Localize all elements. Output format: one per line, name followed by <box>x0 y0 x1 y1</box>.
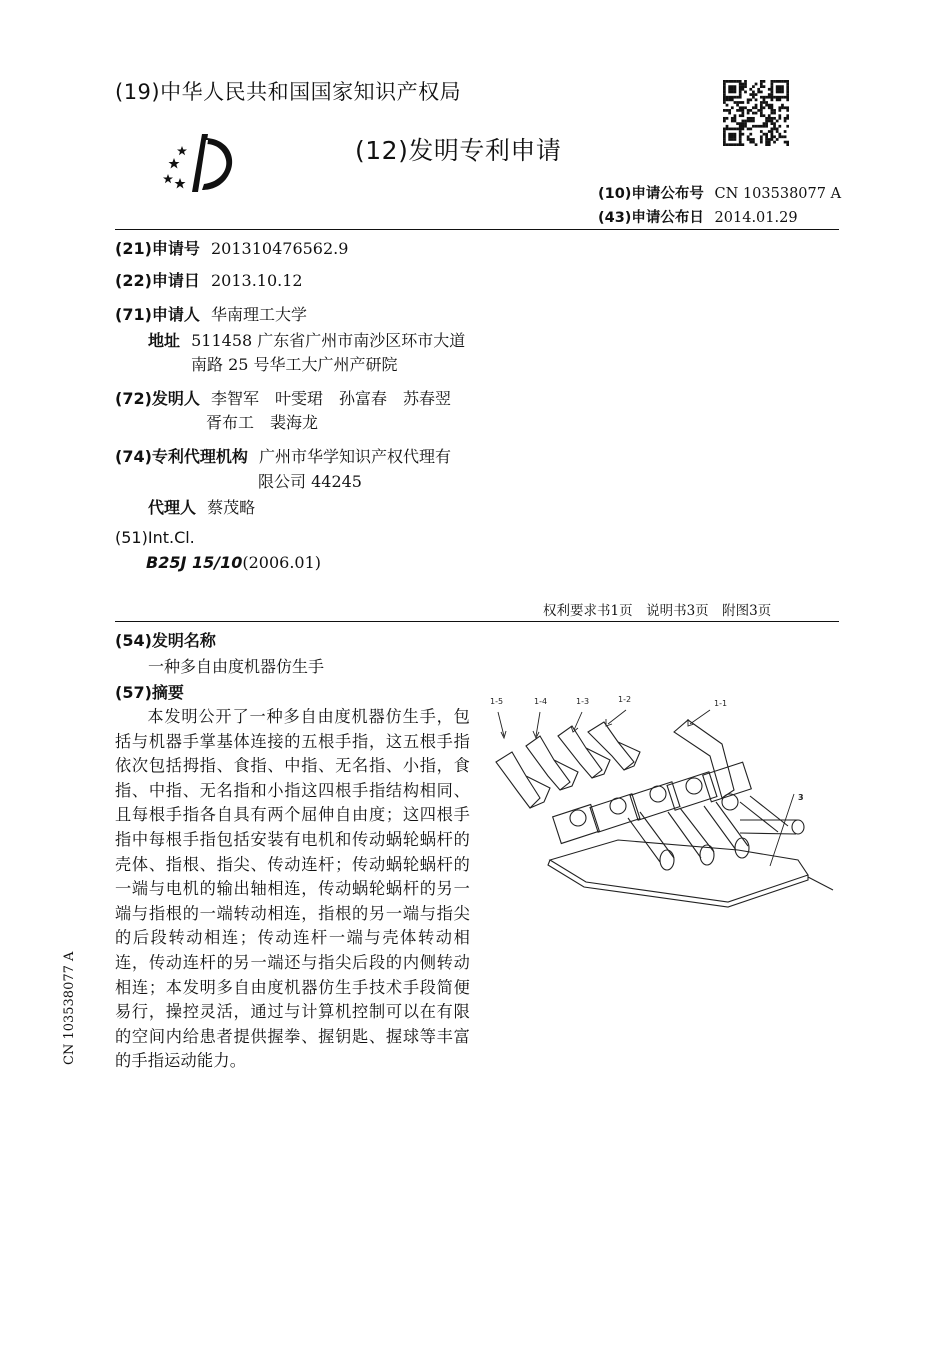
finger-1-4 <box>526 736 570 790</box>
application-number-row <box>115 236 348 259</box>
label-1-4: 1-4 <box>534 697 548 706</box>
application-date-row <box>115 268 303 291</box>
agent-label: 代理人 <box>148 498 197 517</box>
publication-number-label: (10)申请公布号 <box>598 186 704 202</box>
document-type: (12)发明专利申请 <box>355 136 562 165</box>
agency-line-1: 广州市华学知识产权代理有 <box>259 447 452 466</box>
inventors-label: (72)发明人 <box>115 389 200 408</box>
label-1-3: 1-3 <box>576 697 590 706</box>
application-date: 2013.10.12 <box>211 271 303 290</box>
inventors-line-1: 李智军 叶雯珺 孙富春 苏春翌 <box>211 389 452 408</box>
int-cl-row <box>146 553 321 572</box>
address-label: 地址 <box>148 331 181 350</box>
label-1-5: 1-5 <box>490 697 504 706</box>
application-number-label: (21)申请号 <box>115 239 200 258</box>
address-row <box>148 328 465 351</box>
page-counts: 权利要求书1页 说明书3页 附图3页 <box>543 603 772 619</box>
patent-office-logo <box>158 128 242 198</box>
publication-date-row <box>598 206 798 227</box>
abstract-text: 本发明公开了一种多自由度机器仿生手，包括与机器手掌基体连接的五根手指，这五根手指依次包括拇指、食指、中指、无名指、小指，食指、中指、无名指和小指这四根手指结构相同、且每根手指各自具有两个屈伸自由度；这四根手指中每根手指包括安装有电机和传动蜗轮蜗杆的壳体、指根、指尖、传动连杆；传动蜗轮蜗杆的一端与电机的输出轴相连，传动蜗轮蜗杆的另一端与指根的一端转动相连，指根的另一端与指尖的后段转动相连；传动连杆一端与壳体转动相连，传动连杆的另一端还与指尖后段的内侧转动相连；本发明多自由度机器仿生手技术手段简便易行，操控灵活，通过与计算机控制可以在有限的空间内给患者提供握拳、握钥匙、握球等丰富的手指运动能力。 <box>115 707 470 1071</box>
finger-1-1 <box>674 720 734 798</box>
side-publication-number: CN 103538077 A <box>62 951 77 1065</box>
publication-date: 2014.01.29 <box>714 210 798 226</box>
label-1-2: 1-2 <box>618 695 632 704</box>
abstract-label: (57)摘要 <box>115 683 184 702</box>
label-1-1: 1-1 <box>714 699 728 708</box>
page-counts-divider <box>115 621 839 622</box>
header-divider <box>115 229 839 230</box>
int-cl-label: (51)Int.Cl. <box>115 528 195 547</box>
int-cl-code: B25J 15/10 <box>146 553 243 572</box>
agent-row <box>148 495 255 518</box>
application-date-label: (22)申请日 <box>115 271 200 290</box>
inventors-line-2: 胥布工 裴海龙 <box>206 413 319 432</box>
title-label: (54)发明名称 <box>115 631 216 650</box>
applicant-label: (71)申请人 <box>115 305 200 324</box>
agency-row <box>115 444 451 467</box>
address-line-2: 南路 25 号华工大广州产研院 <box>191 355 398 374</box>
applicant: 华南理工大学 <box>211 305 308 324</box>
publication-number-row <box>598 182 841 203</box>
bionic-hand-drawing <box>478 690 840 915</box>
finger-1-3 <box>558 726 602 778</box>
inventors-row <box>115 386 451 409</box>
address-line-1: 511458 广东省广州市南沙区环市大道 <box>191 331 466 350</box>
application-number: 201310476562.9 <box>211 239 349 258</box>
issuing-office: (19)中华人民共和国国家知识产权局 <box>115 80 462 104</box>
agent: 蔡茂略 <box>207 498 256 517</box>
label-3: 3 <box>798 793 804 802</box>
fingers <box>496 720 734 808</box>
agency-line-2: 限公司 44245 <box>258 472 362 491</box>
agency-label: (74)专利代理机构 <box>115 447 248 466</box>
publication-number: CN 103538077 A <box>714 186 842 202</box>
invention-title: 一种多自由度机器仿生手 <box>148 657 325 676</box>
int-cl-year: (2006.01) <box>242 553 322 572</box>
applicant-row <box>115 302 307 325</box>
publication-date-label: (43)申请公布日 <box>598 210 704 226</box>
qr-code-icon <box>723 80 789 146</box>
